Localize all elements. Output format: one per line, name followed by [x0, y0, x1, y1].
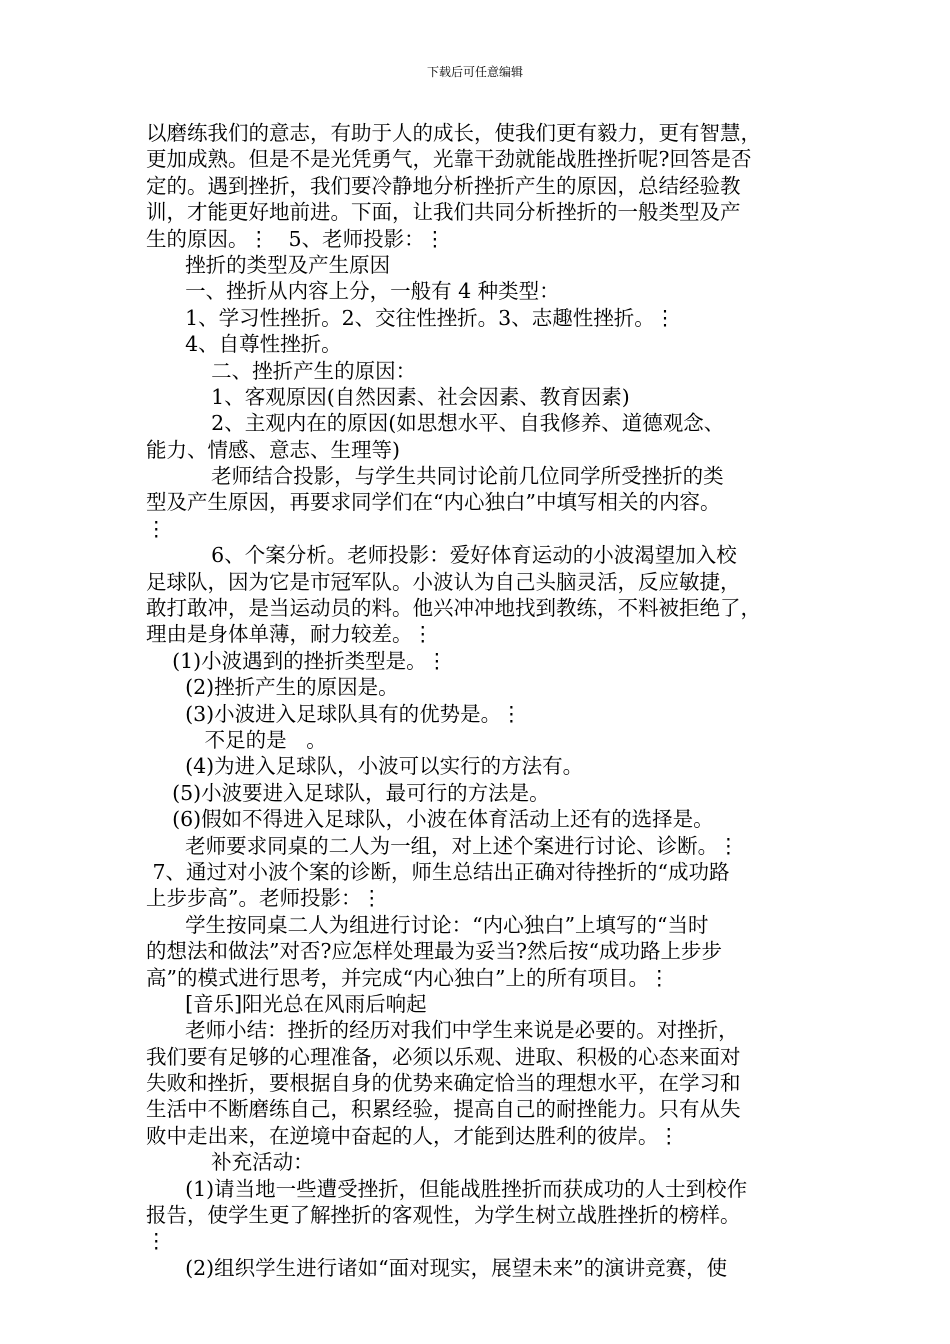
text-line: 以磨练我们的意志，有助于人的成长，使我们更有毅力，更有智慧，	[146, 121, 761, 145]
text-line: 足球队，因为它是市冠军队。小波认为自己头脑灵活，反应敏捷，	[146, 569, 741, 594]
text-line: (5)小波要进入足球队，最可行的方法是。	[146, 780, 550, 805]
text-line: 生活中不断磨练自己，积累经验，提高自己的耐挫能力。只有从失	[146, 1097, 741, 1122]
text-line: 的想法和做法”对否?应怎样处理最为妥当?然后按“成功路上步步	[146, 939, 722, 964]
text-line: 生的原因。⋮ 5、老师投影：⋮	[146, 226, 446, 251]
text-line: (6)假如不得进入足球队，小波在体育活动上还有的选择是。	[146, 807, 714, 832]
text-line: 6、个案分析。老师投影：爱好体育运动的小波渴望加入校	[146, 543, 737, 568]
text-line: 报告，使学生更了解挫折的客观性，为学生树立战胜挫折的榜样。	[146, 1203, 741, 1228]
text-line: 老师小结：挫折的经历对我们中学生来说是必要的。对挫折，	[146, 1018, 739, 1043]
text-line: 1、学习性挫折。2、交往性挫折。3、志趣性挫折。⋮	[146, 305, 676, 330]
text-line: 我们要有足够的心理准备，必须以乐观、进取、积极的心态来面对	[146, 1044, 741, 1069]
text-line: (4)为进入足球队，小波可以实行的方法有。	[146, 754, 584, 779]
text-line: [音乐]阳光总在风雨后响起	[146, 991, 427, 1016]
text-line: 学生按同桌二人为组进行讨论：“内心独白”上填写的“当时	[146, 912, 709, 937]
text-line: 失败和挫折，要根据自身的优势来确定恰当的理想水平，在学习和	[146, 1071, 741, 1096]
text-line: 更加成熟。但是不是光凭勇气，光靠干劲就能战胜挫折呢?回答是否	[146, 147, 752, 172]
text-line: 定的。遇到挫折，我们要冷静地分析挫折产生的原因，总结经验教	[146, 173, 741, 198]
text-line: (2)组织学生进行诸如“面对现实，展望未来”的演讲竞赛，使	[146, 1255, 728, 1280]
text-line: 败中走出来，在逆境中奋起的人，才能到达胜利的彼岸。⋮	[146, 1123, 679, 1148]
text-line: (3)小波进入足球队具有的优势是。⋮	[146, 701, 522, 726]
text-line: (2)挫折产生的原因是。	[146, 675, 399, 700]
document-body	[146, 120, 824, 1281]
text-line: 4、自尊性挫折。	[146, 332, 342, 357]
text-line: 一、挫折从内容上分，一般有 4 种类型：	[146, 279, 560, 304]
text-line: 理由是身体单薄，耐力较差。⋮	[146, 622, 433, 647]
text-line: 7、通过对小波个案的诊断，师生总结出正确对待挫折的“成功路	[146, 859, 730, 884]
text-line: 高”的模式进行思考，并完成“内心独白”上的所有项目。⋮	[146, 965, 670, 990]
text-line: 1、客观原因(自然因素、社会因素、教育因素)	[146, 384, 630, 409]
text-line: 上步步高”。老师投影：⋮	[146, 886, 382, 911]
text-line: (1)小波遇到的挫折类型是。⋮	[146, 648, 448, 673]
text-line: ⋮	[146, 516, 167, 541]
text-line: 能力、情感、意志、生理等)	[146, 437, 400, 462]
text-line: 二、挫折产生的原因：	[146, 358, 417, 383]
text-line: 敢打敢冲，是当运动员的料。他兴冲冲地找到教练，不料被拒绝了，	[146, 596, 761, 621]
text-line: 补充活动：	[146, 1150, 314, 1175]
page-header: 下载后可任意编辑	[426, 65, 523, 79]
text-line: 老师结合投影，与学生共同讨论前几位同学所受挫折的类	[146, 464, 724, 489]
text-line: 训，才能更好地前进。下面，让我们共同分析挫折的一般类型及产	[146, 200, 741, 225]
text-line: 不足的是 。	[146, 727, 327, 752]
text-line: ⋮	[146, 1229, 167, 1254]
text-line: (1)请当地一些遭受挫折，但能战胜挫折而获成功的人士到校作	[146, 1176, 748, 1201]
text-line: 挫折的类型及产生原因	[146, 252, 391, 277]
text-line: 2、主观内在的原因(如思想水平、自我修养、道德观念、	[146, 411, 725, 436]
text-line: 老师要求同桌的二人为一组，对上述个案进行讨论、诊断。⋮	[146, 833, 739, 858]
text-line: 型及产生原因，再要求同学们在“内心独白”中填写相关的内容。	[146, 490, 721, 515]
